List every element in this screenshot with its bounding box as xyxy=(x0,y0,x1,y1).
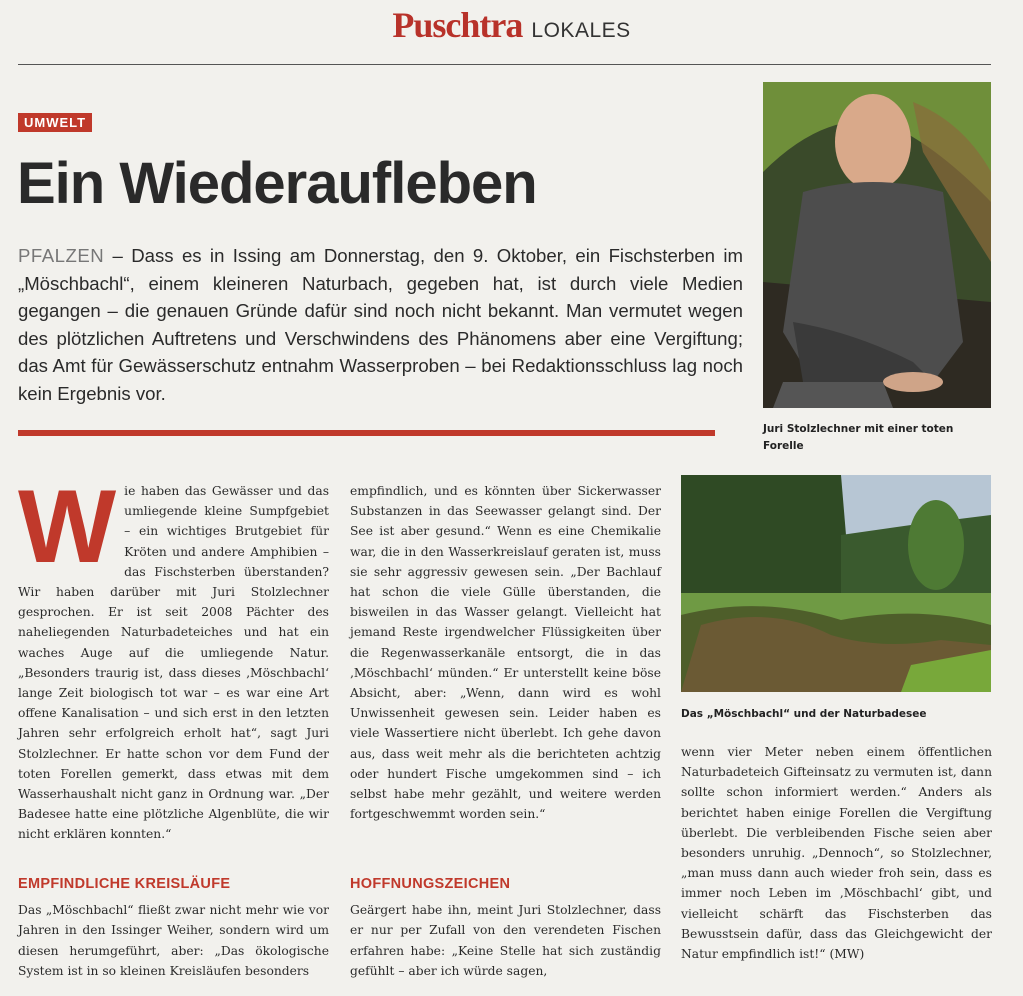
body-column-1 xyxy=(18,469,329,845)
body-paragraph-2: Das „Möschbachl“ fließt zwar nicht mehr wie vor Jahren in den Issinger Weiher, sondern wird um diesen herumgeführt, aber: „Das ökologische System ist in so kleinen Kreisläufen besonders xyxy=(18,903,329,978)
body-column-1-lower xyxy=(18,874,329,981)
subhead-hoffnungszeichen: HOFFNUNGSZEICHEN xyxy=(350,876,511,892)
lead-divider xyxy=(18,430,715,436)
topic-kicker: UMWELT xyxy=(18,113,92,132)
body-column-3 xyxy=(681,742,992,964)
drop-cap: W xyxy=(18,469,117,585)
dateline: PFALZEN xyxy=(18,245,105,266)
body-column-2 xyxy=(350,481,661,824)
portrait-illustration xyxy=(763,82,991,408)
masthead xyxy=(0,4,1023,46)
subhead-empfindliche-kreislaeufe: EMPFINDLICHE KREISLÄUFE xyxy=(18,876,231,892)
body-paragraph-1-text: ie haben das Gewässer und das umliegende kleine Sumpfgebiet – ein wichtiges Brutgebiet für Kröten und andere Amphibien – das Fischsterben überstanden? Wir haben darüber mit Juri Stolzlechner gesprochen. Er ist seit 2008 Pächter des naheliegenden Naturbadeteiches und hat ein waches Auge auf die umliegende Natur. „Besonders traurig ist, dass dieses ‚Möschbachl‘ lange Zeit biologisch tot war – es war eine Art offene Kanalisation – und sich erst in den letzten Jahren sehr erfolgreich erholt hat“, sagt Juri Stolzlechner. Er hatte schon vor dem Fund der toten Forellen gemerkt, dass etwas mit dem Wasserhaushalt nicht ganz in Ordnung war. „Der Badesee hatte eine plötzliche Algenblüte, die wir nicht erklären konnten.“ xyxy=(18,484,329,842)
body-paragraph-3: empfindlich, und es könnten über Sickerwasser Substanzen in das Seewasser gelangt sind. Der See ist aber gesund.“ Wenn es eine Chemikalie war, die in den Wasserkreislauf geraten ist, muss sie sehr aggressiv gewesen sein. „Der Bachlauf hat schon die viele Gülle überstanden, die bisweilen in das Wasser gelangt. Vielleicht hat jemand Reste irgendwelcher Flüssigkeiten über die Regenwasserkanäle entsorgt, die in das ‚Möschbachl‘ münden.“ Er unterstellt keine böse Absicht, aber: „Wenn, dann wird es wohl Unwissenheit gewesen sein. Leider haben es viele Wassertiere nicht überlebt. Ich gehe davon aus, dass weit mehr als die berichteten achtzig oder hundert Fische umgekommen sind – ich selbst habe mehr gezählt, und weitere werden fortgeschwemmt worden sein.“ xyxy=(350,484,661,822)
portrait-photo xyxy=(763,82,991,408)
landscape-illustration xyxy=(681,475,991,692)
body-paragraph-5: wenn vier Meter neben einem öffentlichen Naturbadeteich Gifteinsatz zu vermuten ist, dann sollte schon informiert werden.“ Anders als berichtet haben einige Forellen die Vergiftung überlebt. Die verbleibenden Fische seien aber besonders unruhig. „Dennoch“, so Stolzlechner, „man muss dann auch wieder froh sein, dass es immer noch Leben im ‚Möschbachl‘ gibt, und vielleicht schärft das Fischsterben das Bewusstsein dafür, dass das Gleichgewicht der Natur empfindlich ist!“ (MW) xyxy=(681,745,992,962)
lead-text: – Dass es in Issing am Donnerstag, den 9. Oktober, ein Fischsterben im „Möschbachl“, einem kleineren Naturbach, gegeben hat, ist durch viele Medien gegangen – die genauen Gründe dafür sind noch nicht bekannt. Man vermutet wegen des plötzlichen Auftretens und Verschwindens des Phänomens aber eine Vergiftung; das Amt für Gewässerschutz entnahm Wasserproben – bei Redaktionsschluss lag noch kein Ergebnis vor. xyxy=(18,245,743,404)
portrait-caption: Juri Stolzlechner mit einer toten Forelle xyxy=(763,423,954,452)
landscape-caption: Das „Möschbachl“ und der Naturbadesee xyxy=(681,708,927,720)
body-column-2-lower xyxy=(350,874,661,981)
headline: Ein Wiederaufleben xyxy=(17,151,537,216)
landscape-photo xyxy=(681,475,991,692)
masthead-rule xyxy=(18,64,991,65)
brand-logo: Puschtra xyxy=(392,5,523,45)
section-name: LOKALES xyxy=(531,19,631,42)
lead-paragraph xyxy=(18,242,743,408)
body-paragraph-1 xyxy=(18,469,329,845)
body-paragraph-4: Geärgert habe ihn, meint Juri Stolzlechner, dass er nur per Zufall von den verendeten Fischen erfahren habe: „Keine Stelle hat sich zuständig gefühlt – aber ich würde sagen, xyxy=(350,903,661,978)
